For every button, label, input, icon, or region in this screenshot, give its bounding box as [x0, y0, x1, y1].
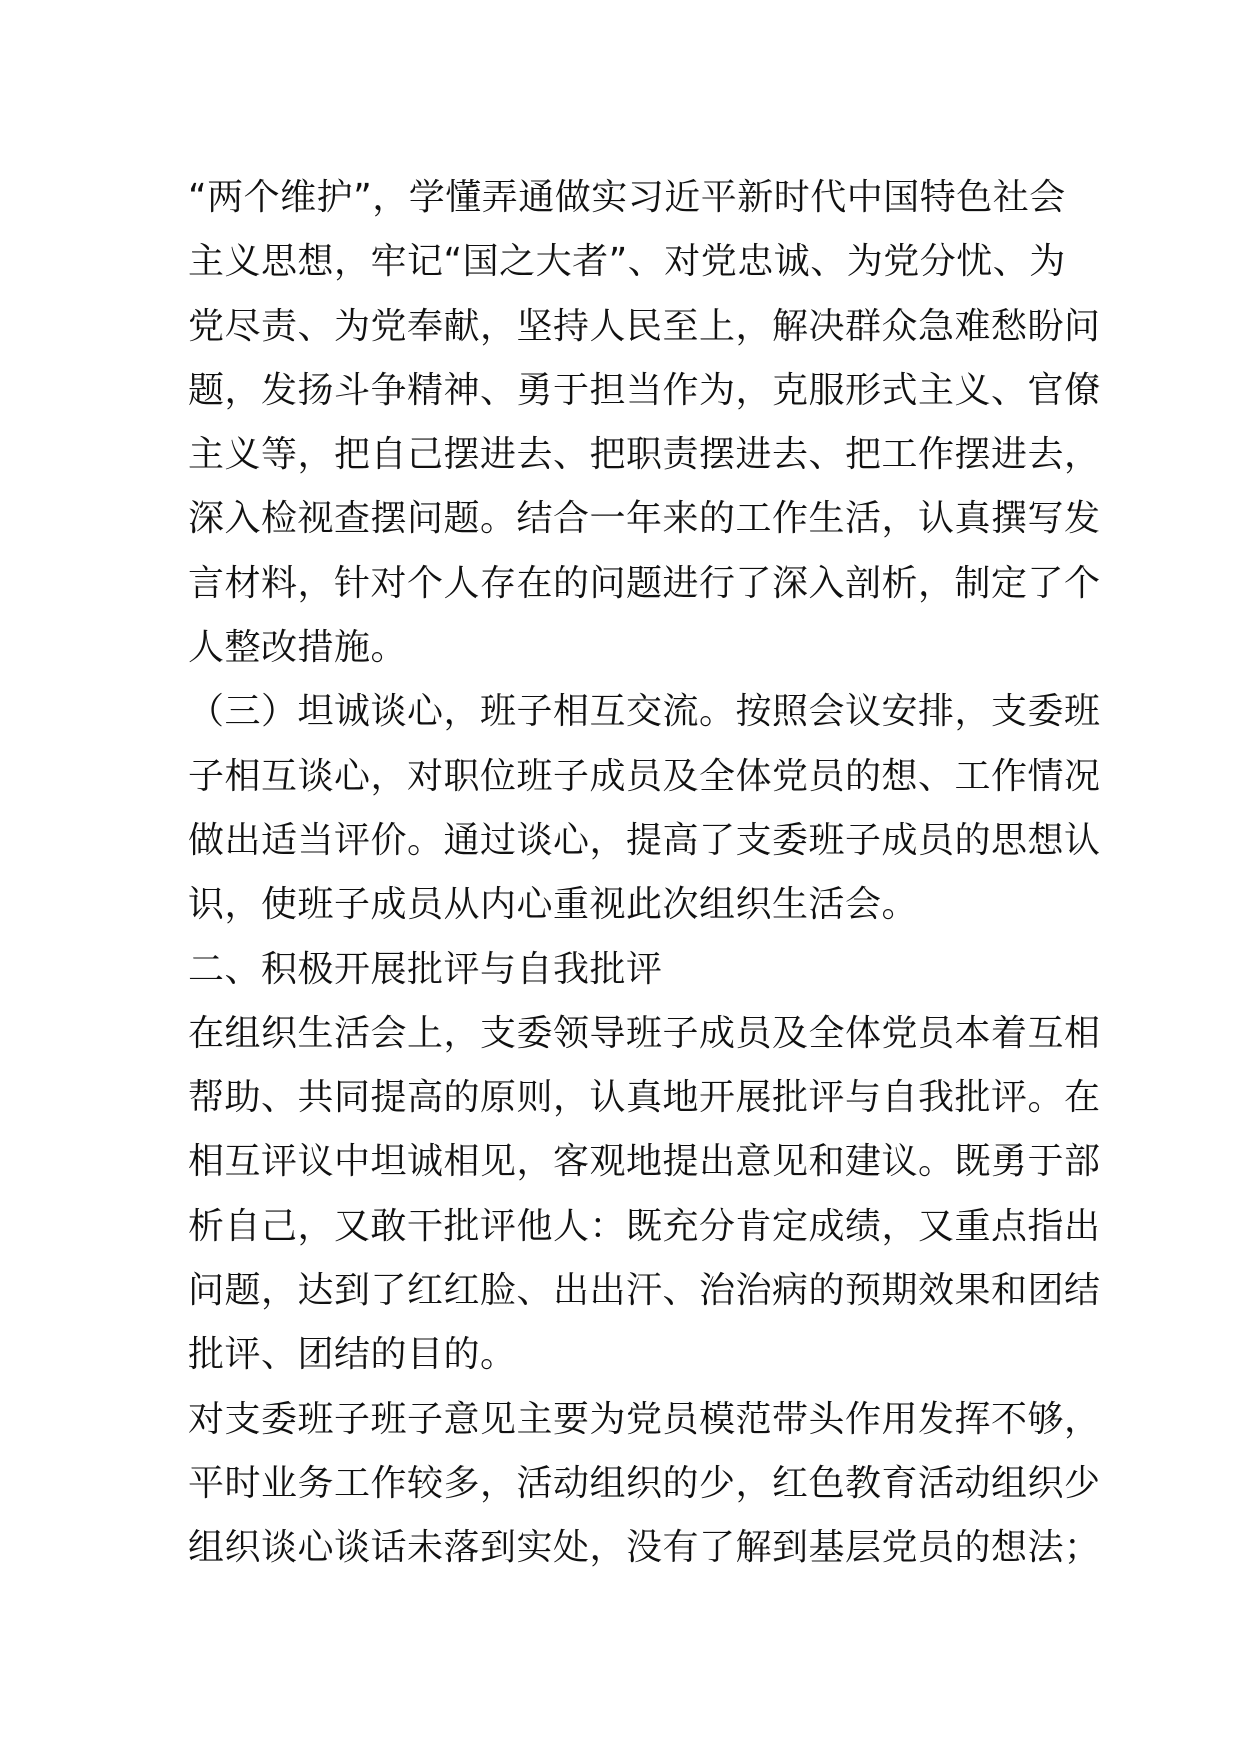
- text-line-15: 帮助、共同提高的原则，认真地开展批评与自我批评。在: [188, 1077, 1101, 1119]
- text-line-14: 在组织生活会上，支委领导班子成员及全体党员本着互相: [188, 1012, 1101, 1054]
- section-heading-2: 二、积极开展批评与自我批评: [188, 948, 663, 990]
- text-line-2: 主义思想，牢记“国之大者”、对党忠诚、为党分忧、为: [188, 241, 1066, 283]
- section-heading-3: （三）坦诚谈心，班子相互交流。按照会议安排，支委班: [188, 691, 1101, 733]
- text-line-20: 对支委班子班子意见主要为党员模范带头作用发挥不够，: [188, 1398, 1101, 1440]
- text-line-19: 批评、团结的目的。: [188, 1334, 517, 1376]
- text-line-7: 言材料，针对个人存在的问题进行了深入剖析，制定了个: [188, 562, 1101, 604]
- text-line-4: 题，发扬斗争精神、勇于担当作为，克服形式主义、官僚: [188, 369, 1101, 411]
- text-line-12: 识，使班子成员从内心重视此次组织生活会。: [188, 884, 919, 926]
- text-line-3: 党尽责、为党奉献，坚持人民至上，解决群众急难愁盼问: [188, 305, 1101, 347]
- text-line-17: 析自己，又敢干批评他人：既充分肯定成绩，又重点指出: [188, 1205, 1101, 1247]
- text-line-21: 平时业务工作较多，活动组织的少，红色教育活动组织少: [188, 1462, 1101, 1504]
- body-text: [188, 166, 1101, 1581]
- text-line-16: 相互评议中坦诚相见，客观地提出意见和建议。既勇于部: [188, 1141, 1101, 1183]
- text-line-22: 组织谈心谈话未落到实处，没有了解到基层党员的想法；: [188, 1527, 1101, 1569]
- text-line-5: 主义等，把自己摆进去、把职责摆进去、把工作摆进去，: [188, 434, 1101, 476]
- text-line-1: “两个维护”，学懂弄通做实习近平新时代中国特色社会: [188, 177, 1066, 218]
- text-line-10: 子相互谈心，对职位班子成员及全体党员的想、工作情况: [188, 755, 1101, 797]
- text-line-6: 深入检视查摆问题。结合一年来的工作生活，认真撰写发: [188, 498, 1101, 540]
- text-line-18: 问题，达到了红红脸、出出汗、治治病的预期效果和团结: [188, 1270, 1101, 1312]
- text-line-11: 做出适当评价。通过谈心，提高了支委班子成员的思想认: [188, 819, 1101, 861]
- text-line-8: 人整改措施。: [188, 627, 408, 669]
